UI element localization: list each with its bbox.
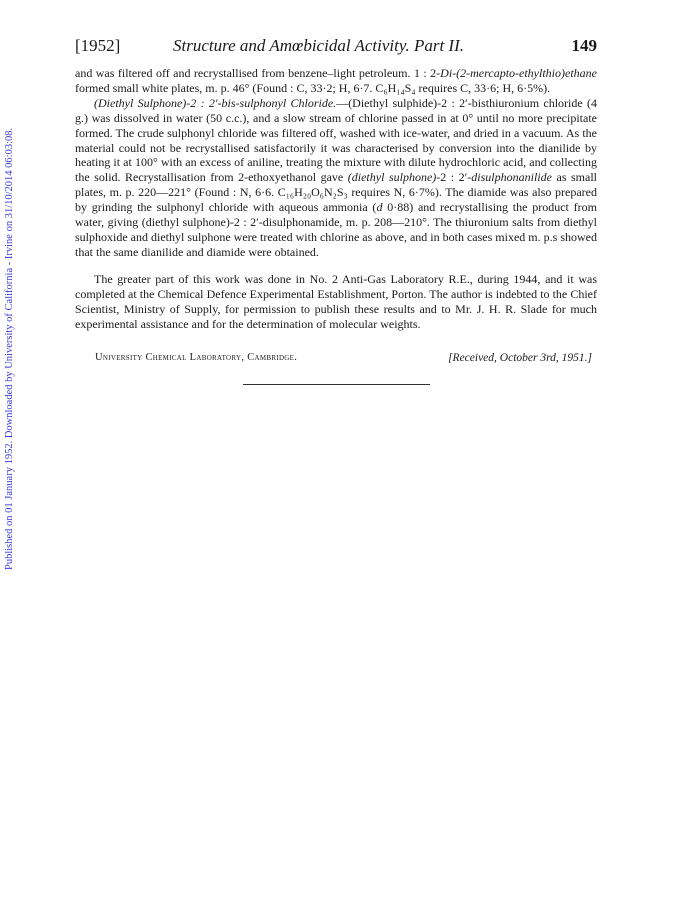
header-title: Structure and Amœbicidal Activity. Part II. xyxy=(173,36,465,55)
published-note[interactable]: Published on 01 January 1952. Downloaded by University of California - Irvine on 31/10/2014 06:03:08. xyxy=(4,127,15,570)
compound-name: (diethyl sulphone) xyxy=(347,170,437,185)
acknowledgement-paragraph: The greater part of this work was done in No. 2 Anti-Gas Laboratory R.E., during 1944, and it was completed at the Chemical Defence Experimental Establishment, Porton. The author is indebted to the Chief Scientist, Ministry of Supply, for permission to publish these results and to Mr. J. H. R. Slade for much experimental assistance and for the determination of molecular weights. xyxy=(75,271,597,331)
text-span: 0·88) and recrystallising the product from water, giving (diethyl sulphone)-2 : 2′-disulphonamide, m. p. 208—210°. The thiuronium salts from diethyl sulphoxide and diethyl sulphone were treated with chlorine as above, and in both cases mixed m. p.s showed that the same dianilide and diamide were obtained. xyxy=(75,200,597,259)
received-date: [Received, October 3rd, 1951.] xyxy=(448,352,592,364)
page-number: 149 xyxy=(571,36,597,55)
paragraph-1 xyxy=(75,66,597,96)
article-body xyxy=(75,66,597,331)
paragraph-2 xyxy=(75,96,597,260)
text-span: —(Diethyl sulphide)-2 : 2′-bisthiuronium chloride (4 g.) was dissolved in water (50 c.c.), and a slow stream of chlorine passed in at 0° until no more precipitate formed. The crude sulphonyl chloride was filtered off, washed with ice-water, and dried in a vacuum. As the material could not be recrystallised satisfactorily it was characterised by conversion into the dianilide by heating it at 100° with an excess of aniline, treating the mixture with dilute hydrochloric acid, and collecting the solid. Recrystallisation from 2-ethoxyethanol gave xyxy=(75,95,598,185)
affiliation: University Chemical Laboratory, Cambridge. xyxy=(95,352,298,363)
header-year: [1952] xyxy=(75,36,121,55)
end-rule xyxy=(243,384,430,385)
running-header xyxy=(75,36,597,58)
text-span: as small plates, m. p. 220—221° (Found : N, 6·6. C₁₆H₂₀O₆N₂S₃ requires N, 6·7%). The diamide was also prepared by grinding the sulphonyl chloride with aqueous ammonia ( xyxy=(75,170,598,215)
section-heading: (Diethyl Sulphone)-2 : 2′-bis-sulphonyl Chloride. xyxy=(94,95,337,110)
text-span: formed small white plates, m. p. 46° (Found : C, 33·2; H, 6·7. C₆H₁₄S₄ requires C, 33·6; H, 6·5%). xyxy=(75,80,551,95)
text-span: -2 : 2′- xyxy=(436,170,472,185)
density-symbol: d xyxy=(376,200,383,215)
text-span: and was filtered off and recrystallised from benzene–light petroleum. 1 : 2- xyxy=(75,66,441,80)
compound-name: Di-(2-mercapto-ethylthio)ethane xyxy=(440,66,597,80)
compound-name: disulphonanilide xyxy=(471,170,552,185)
download-sidebar xyxy=(0,0,24,915)
